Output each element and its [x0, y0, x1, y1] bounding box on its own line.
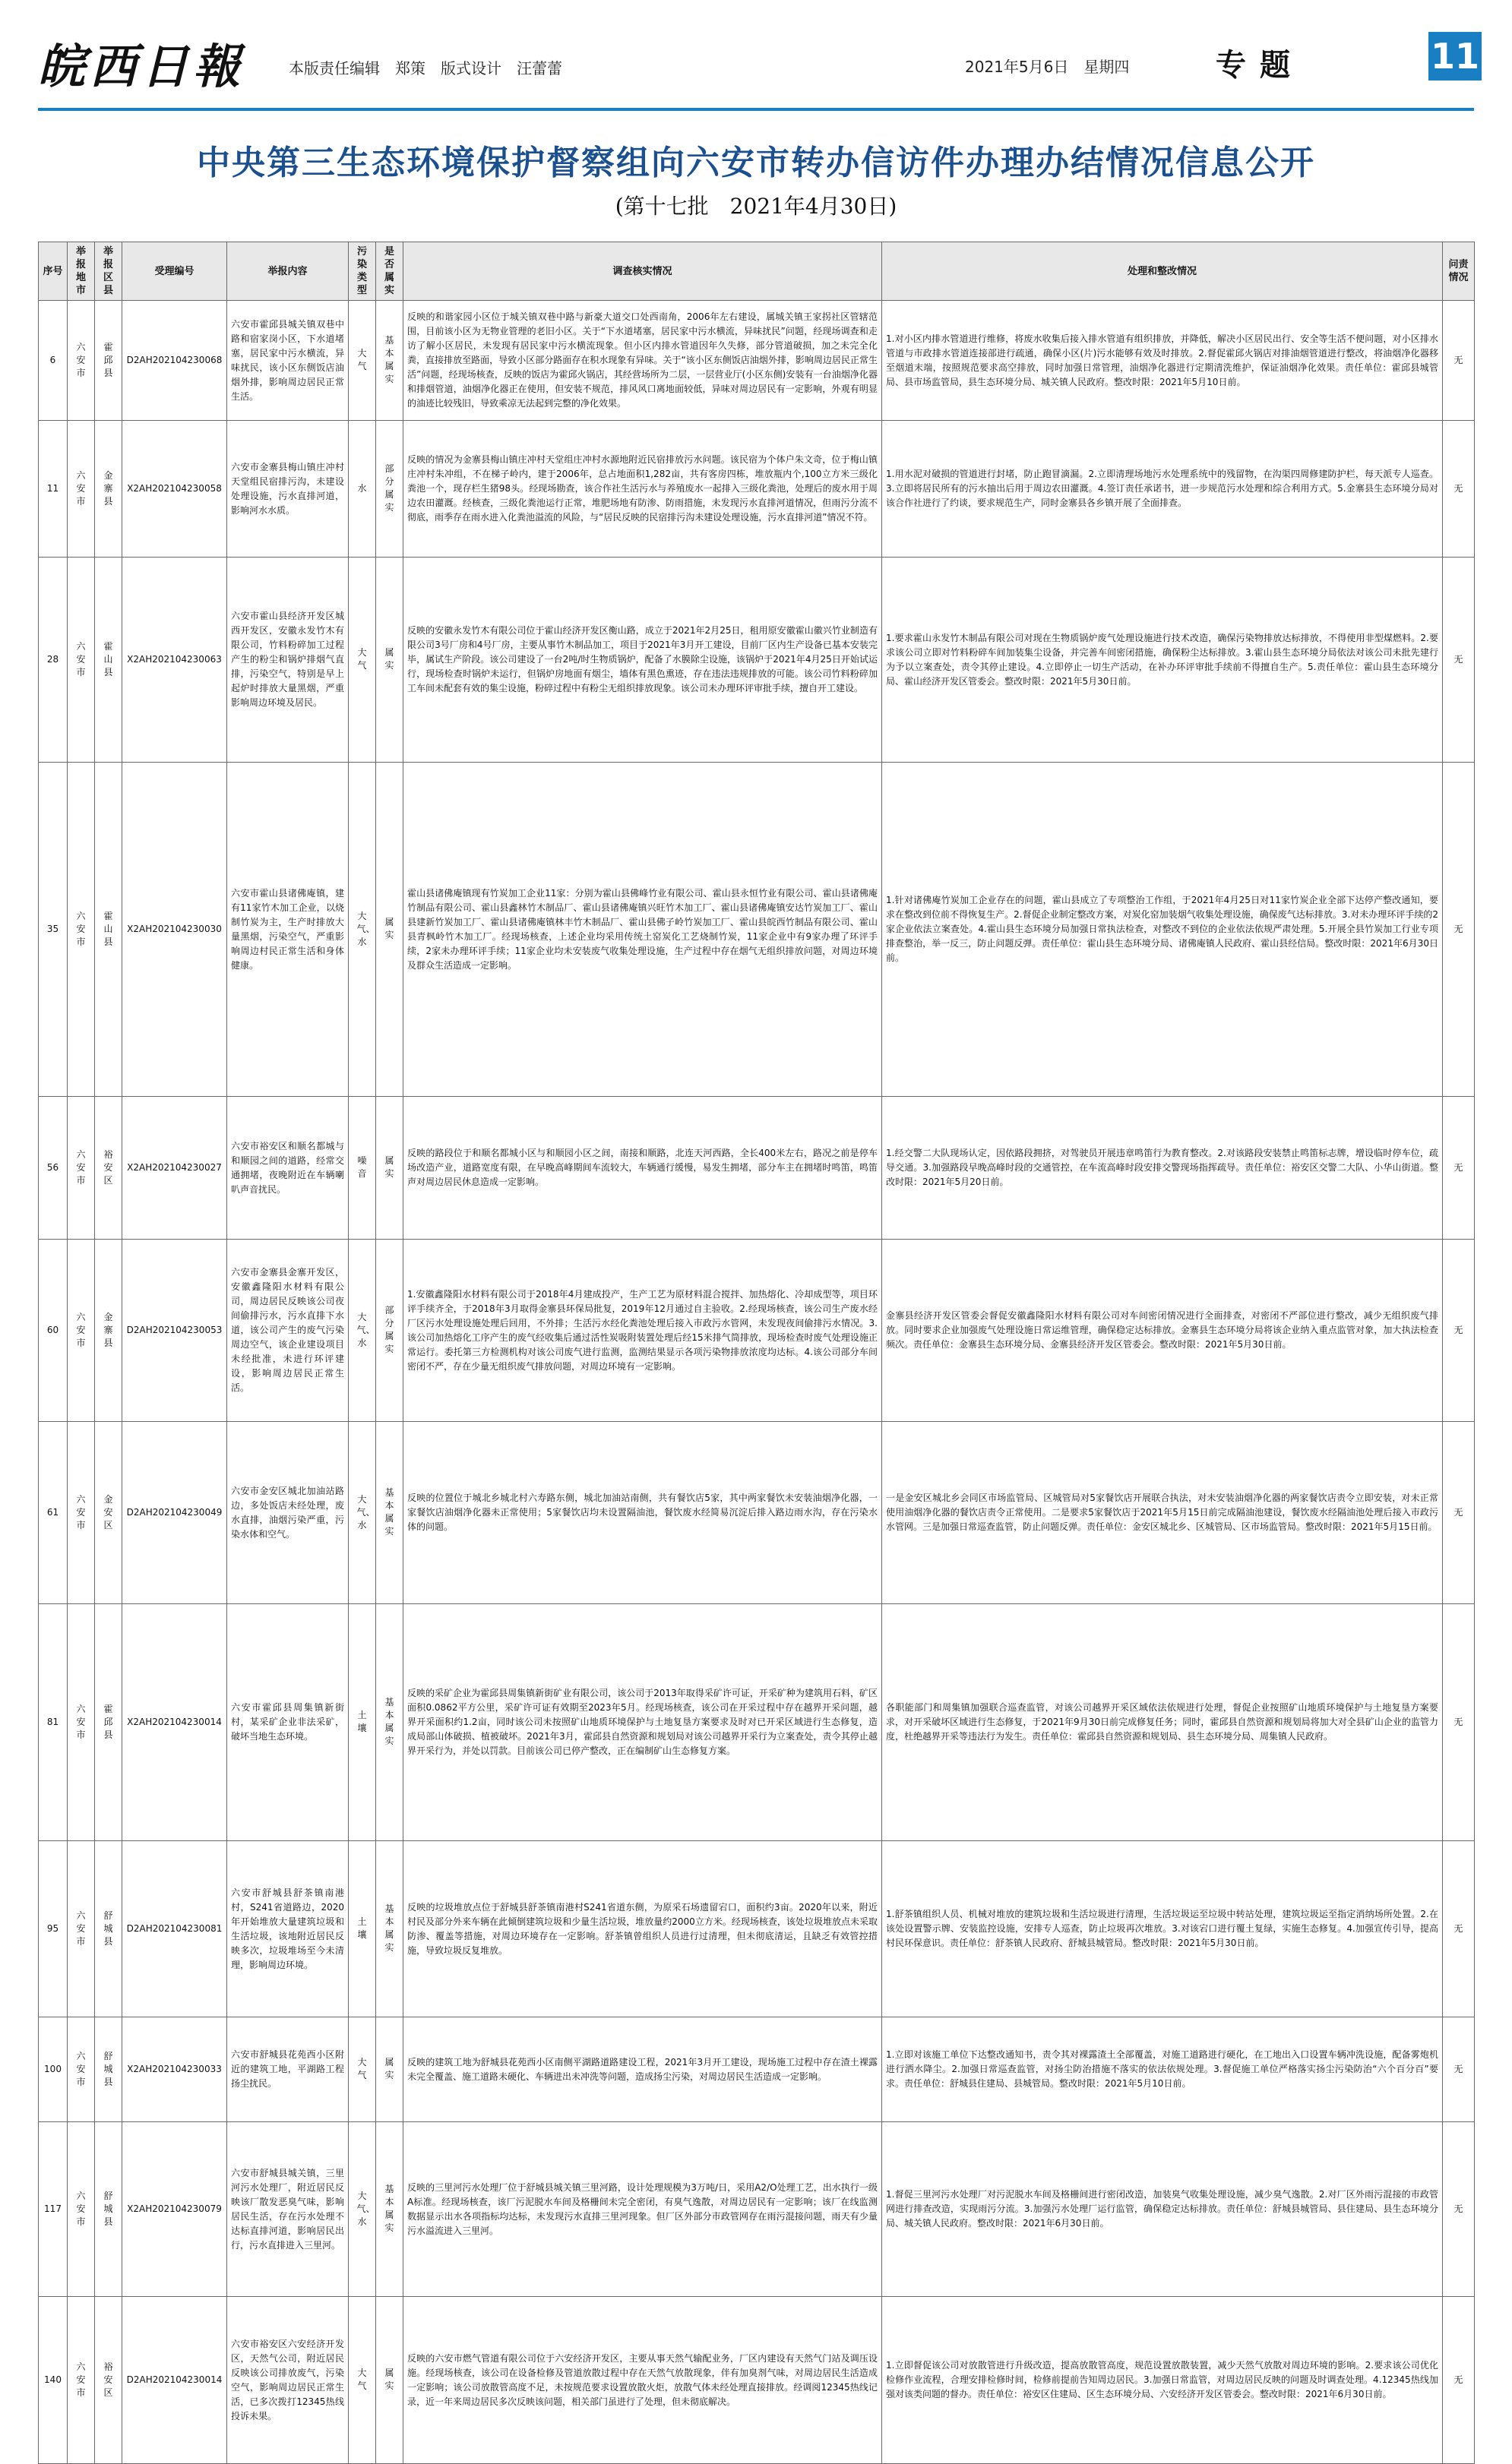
cell-is-true	[376, 1097, 403, 1240]
cell-case-code: X2AH202104230030	[122, 763, 227, 1097]
cell-accountability: 无	[1443, 1097, 1475, 1240]
header-county: 举报区县	[95, 242, 122, 301]
cell-investigation: 霍山县诸佛庵镇现有竹炭加工企业11家：分别为霍山县佛峰竹业有限公司、霍山县永恒竹业有限公司、霍山县诸佛庵竹制品有限公司、霍山县鑫林竹木制品厂、霍山县诸佛庵镇兴旺竹木加工厂、霍山县诸佛庵镇安达竹炭加工厂、霍山县建新竹炭加工厂、霍山县诸佛庵镇林丰竹木制品厂、霍山县佛子岭竹炭加工厂、霍山县皖西竹制品有限公司、霍山县青枫岭竹木加工厂。经现场核查，上述企业均采用传统土窑炭化工艺烧制竹炭，11家企业中有9家办理了环评手续，2家未办理环评手续；11家企业均未安装废气收集处理设施，生产过程中存在烟气无组织排放问题，对周边环境及群众生活造成一定影响。	[403, 763, 882, 1097]
cell-city	[68, 2122, 95, 2297]
cell-handling: 各职能部门和周集镇加强联合巡查监管，对该公司越界开采区域依法依规进行处理，督促企业按照矿山地质环境保护与土地复垦方案要求，对开采破坏区域进行生态修复，于2021年9月30日前完成修复任务；同时，霍邱县自然资源和规划局将加大对全县矿山企业的监管力度，杜绝越界开采等违法行为发生。责任单位：霍邱县自然资源和规划局、县生态环境分局、周集镇人民政府。	[882, 1604, 1443, 1841]
cell-handling: 1.督促三里河污水处理厂对污泥脱水车间及格栅间进行密闭改造，加装臭气收集处理设施，减少臭气逸散。2.对厂区外雨污混接的市政管网进行排查改造，实现雨污分流。3.加强污水处理厂运行监管，确保稳定达标排放。责任单位：舒城县城管局、县住建局、县生态环境分局、城关镇人民政府。整改时限：2021年6月30日前。	[882, 2122, 1443, 2297]
table-row	[39, 763, 1475, 1097]
cell-row-number: 60	[39, 1240, 68, 1422]
cell-is-true-text: 基本属实	[384, 2184, 394, 2233]
cell-complaint-content: 六安市金寨县梅山镇庄冲村天堂组民宿排污沟，未建设处理设施，污水直排河道，影响河水水质。	[227, 421, 349, 558]
cell-is-true-text: 基本属实	[384, 335, 394, 384]
cell-accountability: 无	[1443, 558, 1475, 763]
cell-pollution-type-text: 噪音	[357, 1155, 367, 1179]
cell-county	[95, 2297, 122, 2464]
newspaper-logo: 皖西日報	[38, 39, 245, 94]
cell-pollution-type-text: 大气	[357, 2057, 367, 2080]
cell-city	[68, 2297, 95, 2464]
cell-is-true-text: 属实	[384, 647, 394, 671]
cell-handling: 1.立即督促该公司对放散管进行升级改造，提高放散管高度，规范设置放散装置，减少天然气放散对周边环境的影响。2.要求该公司优化检修作业流程，合理安排检修时间，检修前提前告知周边居民。3.加强日常监管，对周边居民反映的问题及时调查处理。4.12345热线加强对该类问题的督办。责任单位：裕安区住建局、区生态环境分局、六安经济开发区管委会。整改时限：2021年6月30日前。	[882, 2297, 1443, 2464]
cell-pollution-type-text: 大气、水	[356, 2190, 375, 2227]
cell-handling: 金寨县经济开发区管委会督促安徽鑫隆阳水材料有限公司对车间密闭情况进行全面排查，对密闭不严部位进行整改，减少无组织废气排放。同时要求企业加强废气处理设施日常运维管理，确保稳定达标排放。金寨县生态环境分局将该企业纳入重点监管对象，加大执法检查频次。责任单位：金寨县生态环境分局、金寨县经济开发区管委会。整改时限：2021年5月30日前。	[882, 1240, 1443, 1422]
masthead-rule	[38, 108, 1474, 111]
cell-is-true	[376, 1422, 403, 1604]
cell-county	[95, 558, 122, 763]
cell-pollution-type-text: 大气	[357, 647, 367, 671]
cell-pollution-type-text: 大气	[357, 348, 367, 371]
cell-accountability: 无	[1443, 301, 1475, 421]
cell-case-code: D2AH202104230053	[122, 1240, 227, 1422]
cell-investigation: 1.安徽鑫隆阳水材料有限公司于2018年4月建成投产，生产工艺为原材料混合搅拌、加热熔化、冷却成型等，项目环评手续齐全，于2018年3月取得金寨县环保局批复，2019年12月通过自主验收。2.经现场核查，该公司生产废水经厂区污水处理设施处理后回用，不外排；生活污水经化粪池处理后接入市政污水管网，未发现夜间偷排污水情况。3.该公司加热熔化工序产生的废气经收集后通过活性炭吸附装置处理后经15米排气筒排放，现场检查时废气处理设施正常运行。委托第三方检测机构对该公司废气进行监测，监测结果显示各项污染物排放浓度均达标。4.该公司部分车间密闭不严，存在少量无组织废气排放问题，对周边环境有一定影响。	[403, 1240, 882, 1422]
cell-accountability: 无	[1443, 1422, 1475, 1604]
cell-complaint-content: 六安市舒城县花苑西小区附近的建筑工地，平湖路工程扬尘扰民。	[227, 2017, 349, 2122]
table-row	[39, 1097, 1475, 1240]
cell-county-text: 霍山县	[103, 910, 113, 947]
cell-county	[95, 1841, 122, 2017]
table-row	[39, 1604, 1475, 1841]
cell-investigation: 反映的三里河污水处理厂位于舒城县城关镇三里河路，设计处理规模为3万吨/日，采用A2/O处理工艺，出水执行一级A标准。经现场核查，该厂污泥脱水车间及格栅间未完全密闭，有臭气逸散，对周边居民有一定影响；该厂在线监测数据显示出水各项指标均达标，未发现污水直排三里河现象。但厂区外部分市政管网存在雨污混接问题，雨天有少量污水溢流进入三里河。	[403, 2122, 882, 2297]
cell-city-text: 六安市	[76, 341, 86, 378]
cell-is-true	[376, 421, 403, 558]
cell-complaint-content: 六安市霍邱县城关镇双巷中路和宿家岗小区，下水道堵塞，居民家中污水横流，异味扰民，该小区东侧饭店油烟外排，影响周边居民正常生活。	[227, 301, 349, 421]
cell-city-text: 六安市	[76, 1148, 86, 1186]
cell-pollution-type	[349, 421, 376, 558]
cell-is-true-text: 基本属实	[384, 1487, 394, 1537]
cell-is-true	[376, 2122, 403, 2297]
cell-accountability: 无	[1443, 2122, 1475, 2297]
cell-investigation: 反映的位置位于城北乡城北村六寿路东侧，城北加油站南侧，共有餐饮店5家，其中两家餐饮未安装油烟净化器，一家餐饮店油烟净化器未正常使用；5家餐饮店均未设置隔油池，餐饮废水经简易沉淀后排入路边雨水沟，存在污染水体的问题。	[403, 1422, 882, 1604]
cell-complaint-content: 六安市金安区城北加油站路边，多处饭店未经处理，废水直排，油烟污染严重，污染水体和空气。	[227, 1422, 349, 1604]
cell-pollution-type-text: 大气、水	[356, 1493, 375, 1531]
cell-handling: 1.针对诸佛庵竹炭加工企业存在的问题，霍山县成立了专项整治工作组，于2021年4月25日对11家竹炭企业全部下达停产整改通知，要求在整改到位前不得恢复生产。2.督促企业制定整改方案，对炭化窑加装烟气收集处理设施，确保废气达标排放。3.对未办理环评手续的2家企业依法立案查处。4.霍山县生态环境分局加强日常执法检查，对整改不到位的企业依法依规严肃处理。5.开展全县竹炭加工行业专项排查整治，举一反三，防止问题反弹。责任单位：霍山县生态环境分局、诸佛庵镇人民政府、霍山县经信局。整改时限：2021年6月30日前。	[882, 763, 1443, 1097]
cell-complaint-content: 六安市舒城县城关镇，三里河污水处理厂，附近居民反映该厂散发恶臭气味，影响居民生活，存在污水处理不达标直排河道，影响居民出行，污水直排进入三里河。	[227, 2122, 349, 2297]
cell-is-true	[376, 763, 403, 1097]
cell-city-text: 六安市	[76, 640, 86, 678]
cell-case-code: X2AH202104230063	[122, 558, 227, 763]
header-no: 序号	[39, 242, 68, 301]
cell-is-true	[376, 558, 403, 763]
header-code: 受理编号	[122, 242, 227, 301]
cell-city-text: 六安市	[76, 1493, 86, 1531]
cell-accountability: 无	[1443, 2297, 1475, 2464]
cell-county-text: 金寨县	[103, 1311, 113, 1348]
masthead	[15, 11, 1497, 109]
cell-is-true-text: 属实	[384, 917, 394, 940]
cell-county-text: 裕安区	[103, 2361, 113, 2398]
cell-county-text: 舒城县	[103, 1910, 113, 1947]
cell-accountability: 无	[1443, 1841, 1475, 2017]
cell-county-text: 霍邱县	[103, 1703, 113, 1740]
cell-is-true-text: 基本属实	[384, 1697, 394, 1746]
cell-row-number: 117	[39, 2122, 68, 2297]
cell-city	[68, 1240, 95, 1422]
cell-city	[68, 1604, 95, 1841]
cell-pollution-type	[349, 2297, 376, 2464]
cell-city-text: 六安市	[76, 1703, 86, 1740]
cell-case-code: D2AH202104230081	[122, 1841, 227, 2017]
cell-is-true-text: 属实	[384, 1155, 394, 1179]
cell-city	[68, 1422, 95, 1604]
cell-pollution-type-text: 土壤	[357, 1916, 367, 1940]
cell-pollution-type	[349, 2122, 376, 2297]
table-row	[39, 558, 1475, 763]
cell-is-true-text: 基本属实	[384, 1903, 394, 1953]
table-row	[39, 1240, 1475, 1422]
cell-is-true	[376, 1604, 403, 1841]
cell-accountability: 无	[1443, 763, 1475, 1097]
cell-county-text: 霍邱县	[103, 341, 113, 378]
cell-county	[95, 1240, 122, 1422]
table-row	[39, 2297, 1475, 2464]
cell-accountability: 无	[1443, 2017, 1475, 2122]
cell-pollution-type	[349, 1097, 376, 1240]
cell-city-text: 六安市	[76, 2190, 86, 2227]
cell-pollution-type	[349, 1604, 376, 1841]
cell-is-true	[376, 2017, 403, 2122]
cell-case-code: X2AH202104230014	[122, 1604, 227, 1841]
cell-is-true	[376, 1240, 403, 1422]
cell-is-true-text: 属实	[384, 2368, 394, 2391]
cell-county	[95, 1097, 122, 1240]
cell-pollution-type	[349, 301, 376, 421]
cell-complaint-content: 六安市霍邱县周集镇新街村，某采矿企业非法采矿，破坏当地生态环境。	[227, 1604, 349, 1841]
cell-investigation: 反映的安徽永发竹木有限公司位于霍山经济开发区衡山路，成立于2021年2月25日，租用原安徽霍山徽兴竹业制造有限公司3号厂房和4号厂房，主要从事竹木制品加工，项目于2021年3月开工建设，目前厂区内生产设备已基本安装完毕，属试生产阶段。该公司建设了一台2吨/时生物质锅炉，配备了水膜除尘设施，该锅炉于2021年4月25日开始试运行，现场检查时锅炉未运行，但锅炉房地面有烟尘，墙体有黑色熏迹，存在违法违规排放的可能。该公司竹料粉碎加工车间未配套有效的集尘设施，粉碎过程中有粉尘无组织排放现象。该公司未办理环评审批手续，擅自开工建设。	[403, 558, 882, 763]
cell-row-number: 100	[39, 2017, 68, 2122]
cell-accountability: 无	[1443, 1604, 1475, 1841]
cell-county-text: 舒城县	[103, 2190, 113, 2227]
cell-pollution-type-text: 大气、水	[356, 1311, 375, 1348]
cell-city-text: 六安市	[76, 469, 86, 507]
cell-investigation: 反映的和谐家园小区位于城关镇双巷中路与新豪大道交口处西南角，2006年左右建设，属城关镇王家拐社区管辖范围，目前该小区为无物业管理的老旧小区。关于“下水道堵塞，居民家中污水横流，异味扰民”问题，经现场调查和走访了解小区居民，未发现有居民家中污水横流现象。但小区内排水管道因年久失修，部分管道破损，加之未完全化粪，直接排放至路面，导致小区部分路面存在积水现象有异味。关于“该小区东侧饭店油烟外排，影响周边居民正常生活”问题，经现场核查，反映的饭店为霍邱火锅店，其经营场所为二层，一层营业厅(小区东侧)安装有一台油烟净化器和排烟管道，油烟净化器正在使用，但安装不规范，排风风口离地面较低，异味对周边居民有一定影响，外观有明显的油迹比较残旧，导致乘凉无法起到完整的净化效果。	[403, 301, 882, 421]
cell-row-number: 28	[39, 558, 68, 763]
header-content: 举报内容	[227, 242, 349, 301]
cell-complaint-content: 六安市金寨县金寨开发区，安徽鑫隆阳水材料有限公司，周边居民反映该公司夜间偷排污水，污水直排下水道，该公司产生的废气污染周边空气，该企业建设项目未经批准，未进行环评建设，影响周边居民正常生活。	[227, 1240, 349, 1422]
cell-pollution-type	[349, 1422, 376, 1604]
table-row	[39, 2122, 1475, 2297]
cell-case-code: X2AH202104230079	[122, 2122, 227, 2297]
header-investigation: 调查核实情况	[403, 242, 882, 301]
cell-pollution-type-text: 土壤	[357, 1710, 367, 1733]
cell-case-code: X2AH202104230033	[122, 2017, 227, 2122]
section-name: 专题	[1216, 48, 1304, 83]
cell-investigation: 反映的垃圾堆放点位于舒城县舒茶镇南港村S241省道东侧，为原采石场遗留宕口，面积约3亩。2020年以来，附近村民及部分外来车辆在此倾倒建筑垃圾和少量生活垃圾，堆放量约2000立方米。经现场核查，该处垃圾堆放点未采取防渗、覆盖等措施，对周边环境存在一定影响。舒茶镇曾组织人员进行过清理，但未彻底清运，且缺乏有效管控措施，导致垃圾反复堆放。	[403, 1841, 882, 2017]
cell-case-code: X2AH202104230027	[122, 1097, 227, 1240]
cell-county	[95, 1604, 122, 1841]
cell-is-true	[376, 1841, 403, 2017]
cell-city	[68, 1841, 95, 2017]
cell-investigation: 反映的采矿企业为霍邱县周集镇新街矿业有限公司，该公司于2013年取得采矿许可证，开采矿种为建筑用石料，矿区面积0.0862平方公里，采矿许可证有效期至2023年5月。经现场核查，该公司在开采过程中存在越界开采问题，越界开采面积约1.2亩，同时该公司未按照矿山地质环境保护与土地复垦方案要求及时对已开采区域进行生态修复，造成局部山体破损、植被破坏。2021年3月，霍邱县自然资源和规划局对该公司越界开采行为立案查处，责令其停止越界开采行为，并处以罚款。目前该公司已停产整改，正在编制矿山生态修复方案。	[403, 1604, 882, 1841]
cell-handling: 1.舒茶镇组织人员、机械对堆放的建筑垃圾和生活垃圾进行清理，生活垃圾运至垃圾中转站处理，建筑垃圾运至指定消纳场所处置。2.在该处设置警示牌、安装监控设施，安排专人巡查，防止垃圾再次堆放。3.对该宕口进行覆土复绿，实施生态修复。4.加强宣传引导，提高村民环保意识。责任单位：舒茶镇人民政府、舒城县城管局。整改时限：2021年5月30日前。	[882, 1841, 1443, 2017]
cell-handling: 1.要求霍山永发竹木制品有限公司对现在生物质锅炉废气处理设施进行技术改造，确保污染物排放达标排放，不得使用非型煤燃料。2.要求该公司立即对竹料粉碎车间加装集尘设备，并完善车间密闭措施，确保粉尘达标排放。3.霍山县生态环境分局依法对该公司未批先建行为予以立案查处，责令其停止建设。4.立即停止一切生产活动，在补办环评审批手续前不得擅自生产。5.责任单位：霍山县生态环境分局、霍山经济开发区管委会。整改时限：2021年5月30日前。	[882, 558, 1443, 763]
cell-city-text: 六安市	[76, 2361, 86, 2398]
cell-complaint-content: 六安市霍山县诸佛庵镇，建有11家竹木加工企业，以烧制竹炭为主，生产时排放大量黑烟，污染空气，严重影响周边村民正常生活和身体健康。	[227, 763, 349, 1097]
cell-accountability: 无	[1443, 1240, 1475, 1422]
cell-handling: 1.用水泥对破损的管道进行封堵，防止跑冒滴漏。2.立即清理场地污水处理系统中的残留物，在沟渠四周修建防护栏，每天派专人巡查。3.立即将居民所有的污水抽出后用于周边农田灌溉。4.签订责任承诺书，进一步规范污水处理和综合利用方式。5.金寨县生态环境分局对该合作社进行了约谈，要求规范生产，同时金寨县各乡镇开展了全面排查。	[882, 421, 1443, 558]
cell-case-code: D2AH202104230014	[122, 2297, 227, 2464]
page-number-badge: 11	[1428, 32, 1482, 81]
issue-date: 2021年5月6日 星期四	[965, 58, 1130, 76]
disclosure-table	[38, 242, 1475, 2464]
cell-city-text: 六安市	[76, 1311, 86, 1348]
table-row	[39, 2017, 1475, 2122]
cell-city-text: 六安市	[76, 2050, 86, 2087]
cell-complaint-content: 六安市霍山县经济开发区城西开发区，安徽永发竹木有限公司，竹料粉碎加工过程产生的粉尘和锅炉排烟气直排，污染空气，特别是早上起炉时排放大量黑烟，严重影响周边环境及居民。	[227, 558, 349, 763]
cell-county	[95, 2017, 122, 2122]
cell-city	[68, 2017, 95, 2122]
header-true: 是否属实	[376, 242, 403, 301]
cell-pollution-type-text: 大气、水	[356, 910, 375, 947]
cell-complaint-content: 六安市舒城县舒茶镇南港村，S241省道路边，2020年开始堆放大量建筑垃圾和生活垃圾，该地附近居民反映多次，垃圾堆场至今未清理，影响周边环境。	[227, 1841, 349, 2017]
cell-handling: 一是金安区城北乡会同区市场监管局、区城管局对5家餐饮店开展联合执法，对未安装油烟净化器的两家餐饮店责令立即安装，对未正常使用油烟净化器的餐饮店责令正常使用。二是要求5家餐饮店于2021年5月15日前完成隔油池建设，餐饮废水经隔油池处理后接入市政污水管网。三是加强日常巡查监管，防止问题反弹。责任单位：金安区城北乡、区城管局、区市场监管局。整改时限：2021年5月15日前。	[882, 1422, 1443, 1604]
cell-complaint-content: 六安市裕安区六安经济开发区，天然气公司，附近居民反映该公司排放废气，污染空气，影响周边居民正常生活，已多次拨打12345热线投诉未果。	[227, 2297, 349, 2464]
cell-handling: 1.立即对该施工单位下达整改通知书，责令其对裸露渣土全部覆盖，对施工道路进行硬化，在工地出入口设置车辆冲洗设施，配备雾炮机进行洒水降尘。2.加强日常巡查监管，对扬尘防治措施不落实的依法依规处理。3.督促施工单位严格落实扬尘污染防治“六个百分百”要求。责任单位：舒城县住建局、县城管局。整改时限：2021年5月10日前。	[882, 2017, 1443, 2122]
cell-pollution-type-text: 大气	[357, 2368, 367, 2391]
cell-city	[68, 1097, 95, 1240]
header-accountability: 问责情况	[1443, 242, 1475, 301]
cell-row-number: 56	[39, 1097, 68, 1240]
cell-is-true	[376, 301, 403, 421]
editor-credits: 本版责任编辑 郑策 版式设计 汪蕾蕾	[289, 59, 562, 77]
cell-pollution-type-text: 水	[357, 483, 367, 494]
table-row	[39, 421, 1475, 558]
cell-county-text: 金安区	[103, 1493, 113, 1531]
cell-investigation: 反映的建筑工地为舒城县花苑西小区南侧平湖路道路建设工程，2021年3月开工建设，现场施工过程中存在渣土裸露未完全覆盖、施工道路未硬化、车辆进出未冲洗等问题，造成扬尘污染，对周边居民生活造成一定影响。	[403, 2017, 882, 2122]
cell-pollution-type	[349, 1240, 376, 1422]
cell-is-true-text: 属实	[384, 2057, 394, 2080]
cell-is-true	[376, 2297, 403, 2464]
cell-row-number: 140	[39, 2297, 68, 2464]
cell-county	[95, 2122, 122, 2297]
cell-county	[95, 763, 122, 1097]
table-row	[39, 301, 1475, 421]
header-handling: 处理和整改情况	[882, 242, 1443, 301]
table-body	[39, 301, 1475, 2464]
cell-accountability: 无	[1443, 421, 1475, 558]
cell-handling: 1.经交警二大队现场认定，因依路段拥挤，对驾驶员开展违章鸣笛行为教育整改。2.对该路段安装禁止鸣笛标志牌，增设临时停车位，疏导交通。3.加强路段早晚高峰时段的交通管控，在车流高峰时段安排交警现场指挥疏导。责任单位：裕安区交警二大队、小华山街道。整改时限：2021年5月20日前。	[882, 1097, 1443, 1240]
cell-row-number: 11	[39, 421, 68, 558]
cell-county	[95, 301, 122, 421]
cell-city	[68, 301, 95, 421]
cell-investigation: 反映的情况为金寨县梅山镇庄冲村天堂组庄冲村水源地附近民宿排放污水问题。该民宿为个体户朱文奇，位于梅山镇庄冲村朱冲组，不在梯子岭内，建于2006年，总占地面积1,282亩，共有客房四栋，堆放瓶内个,100立方米三级化粪池一个，现存栏生猪98头。经现场勘查，该合作社生活污水与养殖废水一起排入三级化粪池，处理后的废水用于周边农田灌溉。经核查，三级化粪池运行正常，堆肥场地有防渗、防雨措施，未发现污水直排河道情况，但雨污分流不彻底，雨季存在雨水进入化粪池溢流的风险，与“居民反映的民宿排污沟未建设处理设施，污水直排河道”情况不符。	[403, 421, 882, 558]
table-header-row	[39, 242, 1475, 301]
table-row	[39, 1422, 1475, 1604]
cell-case-code: D2AH202104230049	[122, 1422, 227, 1604]
cell-county-text: 金寨县	[103, 469, 113, 507]
cell-handling: 1.对小区内排水管道进行维修，将废水收集后接入排水管道有组织排放，并降低，解决小区居民出行、安全等生活不便问题，对小区排水管道与市政排水管道连接部进行疏通，确保小区(片)污水能够有效及时排放。2.督促霍邱火锅店对排油烟管道进行整改，将油烟净化器移至烟道末端，按照规范要求高空排放，同时加强日常管理，油烟净化器进行定期清洗维护，保证油烟净化效果。责任单位：霍邱县城管局、县市场监管局，县生态环境分局、城关镇人民政府。整改时限：2021年5月10日前。	[882, 301, 1443, 421]
cell-county	[95, 421, 122, 558]
cell-city	[68, 558, 95, 763]
page-subtitle: (第十七批 2021年4月30日)	[615, 194, 897, 219]
cell-city	[68, 421, 95, 558]
cell-complaint-content: 六安市裕安区和顺名都城与和顺园之间的道路，经常交通拥堵，夜晚附近在车辆喇叭声音扰民。	[227, 1097, 349, 1240]
cell-row-number: 95	[39, 1841, 68, 2017]
cell-county-text: 裕安区	[103, 1148, 113, 1186]
table-row	[39, 1841, 1475, 2017]
cell-pollution-type	[349, 2017, 376, 2122]
cell-pollution-type	[349, 558, 376, 763]
cell-is-true-text: 部分属实	[384, 463, 394, 513]
cell-case-code: X2AH202104230058	[122, 421, 227, 558]
cell-city-text: 六安市	[76, 1910, 86, 1947]
cell-row-number: 35	[39, 763, 68, 1097]
cell-city-text: 六安市	[76, 910, 86, 947]
cell-case-code: D2AH202104230068	[122, 301, 227, 421]
page-title: 中央第三生态环境保护督察组向六安市转办信访件办理办结情况信息公开	[197, 144, 1315, 182]
cell-pollution-type	[349, 763, 376, 1097]
header-city: 举报地市	[68, 242, 95, 301]
cell-pollution-type	[349, 1841, 376, 2017]
cell-investigation: 反映的六安市燃气管道有限公司位于六安经济开发区，主要从事天然气输配业务，厂区内建设有天然气门站及调压设施。经现场核查，该公司在设备检修及管道放散过程中存在天然气放散现象，伴有加臭剂气味，对周边居民生活造成一定影响；该公司放散管高度不足，未按规范要求设置放散火炬，放散气体未经处理直接排放。经调阅12345热线记录，近一年来周边居民多次反映该问题，相关部门虽进行了处理，但未彻底解决。	[403, 2297, 882, 2464]
cell-row-number: 81	[39, 1604, 68, 1841]
cell-county-text: 舒城县	[103, 2050, 113, 2087]
cell-row-number: 6	[39, 301, 68, 421]
cell-county-text: 霍山县	[103, 640, 113, 678]
cell-row-number: 61	[39, 1422, 68, 1604]
header-type: 污染类型	[349, 242, 376, 301]
cell-investigation: 反映的路段位于和顺名都城小区与和顺园小区之间，南接和顺路，北连天河西路，全长400米左右，路况之前是停车场改造产业，道路宽度有限，在早晚高峰期间车流较大，车辆通行缓慢，易发生拥堵，部分车主在拥堵时鸣笛，鸣笛声对周边居民休息造成一定影响。	[403, 1097, 882, 1240]
cell-is-true-text: 部分属实	[384, 1305, 394, 1354]
cell-city	[68, 763, 95, 1097]
cell-county	[95, 1422, 122, 1604]
